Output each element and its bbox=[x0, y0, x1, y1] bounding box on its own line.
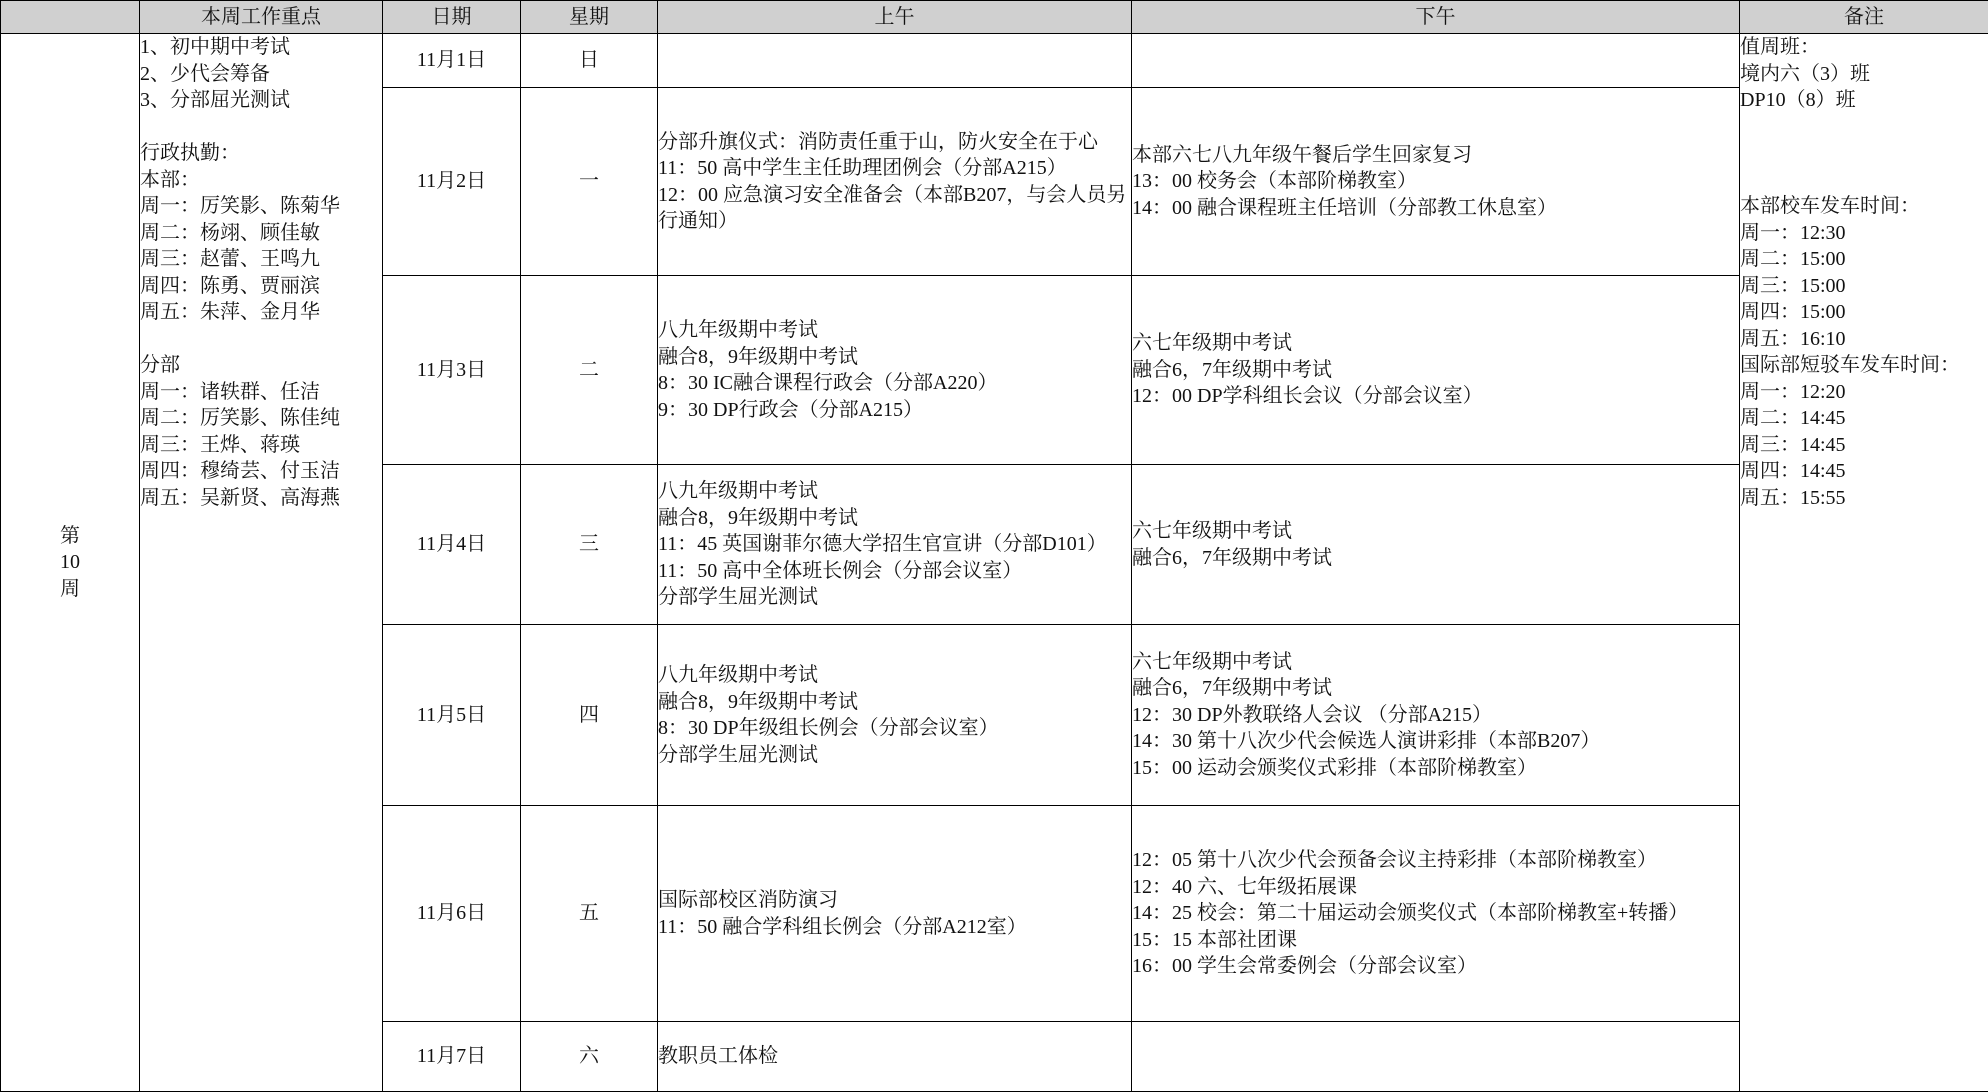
weekday-cell: 二 bbox=[521, 276, 658, 465]
header-row bbox=[1, 1, 1988, 34]
notes-line: 周一：12:20 bbox=[1740, 379, 1988, 406]
date-cell: 11月5日 bbox=[383, 625, 521, 806]
notes-line: 周五：15:55 bbox=[1740, 485, 1988, 512]
am-entry: 融合8，9年级期中考试 bbox=[658, 344, 1131, 371]
pm-entry: 16：00 学生会常委例会（分部会议室） bbox=[1132, 953, 1739, 980]
header-focus: 本周工作重点 bbox=[140, 1, 383, 34]
pm-entry: 融合6，7年级期中考试 bbox=[1132, 357, 1739, 384]
date-cell: 11月6日 bbox=[383, 806, 521, 1022]
notes-line: 周三：15:00 bbox=[1740, 273, 1988, 300]
header-am: 上午 bbox=[658, 1, 1132, 34]
weekday-cell: 三 bbox=[521, 465, 658, 625]
pm-entry: 六七年级期中考试 bbox=[1132, 649, 1739, 676]
pm-entry: 融合6，7年级期中考试 bbox=[1132, 675, 1739, 702]
am-cell bbox=[658, 88, 1132, 276]
am-entry: 11：50 高中学生主任助理团例会（分部A215） bbox=[658, 155, 1131, 182]
focus-line: 周三：王烨、蒋瑛 bbox=[140, 432, 382, 459]
week-label bbox=[1, 34, 140, 1092]
notes-line: 值周班： bbox=[1740, 34, 1988, 61]
am-entry: 11：45 英国谢菲尔德大学招生官宣讲（分部D101） bbox=[658, 531, 1131, 558]
pm-entry: 12：40 六、七年级拓展课 bbox=[1132, 874, 1739, 901]
focus-line: 分部 bbox=[140, 352, 382, 379]
am-entry: 12：00 应急演习安全准备会（本部B207，与会人员另行通知） bbox=[658, 182, 1131, 235]
focus-line: 本部： bbox=[140, 167, 382, 194]
pm-cell bbox=[1132, 465, 1740, 625]
focus-line: 1、初中期中考试 bbox=[140, 34, 382, 61]
pm-entry: 14：30 第十八次少代会候选人演讲彩排（本部B207） bbox=[1132, 728, 1739, 755]
weekday-cell: 日 bbox=[521, 34, 658, 88]
am-entry: 八九年级期中考试 bbox=[658, 478, 1131, 505]
notes-line: 周二：14:45 bbox=[1740, 405, 1988, 432]
am-entry: 教职员工体检 bbox=[658, 1043, 1131, 1070]
am-cell bbox=[658, 34, 1132, 88]
focus-line: 周五：吴新贤、高海燕 bbox=[140, 485, 382, 512]
pm-cell bbox=[1132, 88, 1740, 276]
week-label-line: 周 bbox=[1, 576, 139, 603]
focus-line: 2、少代会筹备 bbox=[140, 61, 382, 88]
weekday-cell: 五 bbox=[521, 806, 658, 1022]
date-cell: 11月7日 bbox=[383, 1022, 521, 1092]
am-cell bbox=[658, 1022, 1132, 1092]
focus-line: 周一：厉笑影、陈菊华 bbox=[140, 193, 382, 220]
week-label-line: 第 bbox=[1, 523, 139, 550]
pm-entry: 12：05 第十八次少代会预备会议主持彩排（本部阶梯教室） bbox=[1132, 847, 1739, 874]
notes-line: 周四：14:45 bbox=[1740, 458, 1988, 485]
pm-cell bbox=[1132, 34, 1740, 88]
notes-line: 周一：12:30 bbox=[1740, 220, 1988, 247]
am-cell bbox=[658, 465, 1132, 625]
pm-entry: 融合6，7年级期中考试 bbox=[1132, 545, 1739, 572]
header-pm: 下午 bbox=[1132, 1, 1740, 34]
pm-entry: 15：15 本部社团课 bbox=[1132, 927, 1739, 954]
notes-line: 周二：15:00 bbox=[1740, 246, 1988, 273]
pm-cell bbox=[1132, 806, 1740, 1022]
table-row bbox=[1, 34, 1988, 88]
notes-line: 周五：16:10 bbox=[1740, 326, 1988, 353]
date-cell: 11月3日 bbox=[383, 276, 521, 465]
pm-entry: 14：25 校会：第二十届运动会颁奖仪式（本部阶梯教室+转播） bbox=[1132, 900, 1739, 927]
notes-line: 本部校车发车时间： bbox=[1740, 193, 1988, 220]
focus-line: 周四：穆绮芸、付玉洁 bbox=[140, 458, 382, 485]
pm-entry: 12：00 DP学科组长会议（分部会议室） bbox=[1132, 383, 1739, 410]
focus-line: 周二：厉笑影、陈佳纯 bbox=[140, 405, 382, 432]
am-entry: 分部学生屈光测试 bbox=[658, 584, 1131, 611]
am-entry: 8：30 DP年级组长例会（分部会议室） bbox=[658, 715, 1131, 742]
am-entry: 融合8，9年级期中考试 bbox=[658, 689, 1131, 716]
focus-line: 周三：赵蕾、王鸣九 bbox=[140, 246, 382, 273]
focus-line: 周一：诸轶群、任洁 bbox=[140, 379, 382, 406]
pm-entry: 六七年级期中考试 bbox=[1132, 518, 1739, 545]
header-blank bbox=[1, 1, 140, 34]
date-cell: 11月4日 bbox=[383, 465, 521, 625]
am-entry: 国际部校区消防演习 bbox=[658, 887, 1131, 914]
pm-entry: 14：00 融合课程班主任培训（分部教工休息室） bbox=[1132, 195, 1739, 222]
notes-line: 周四：15:00 bbox=[1740, 299, 1988, 326]
am-entry: 分部升旗仪式：消防责任重于山，防火安全在于心 bbox=[658, 129, 1131, 156]
notes-line bbox=[1740, 114, 1988, 141]
weekday-cell: 四 bbox=[521, 625, 658, 806]
weekly-focus-cell bbox=[140, 34, 383, 1092]
am-entry: 八九年级期中考试 bbox=[658, 662, 1131, 689]
notes-line bbox=[1740, 140, 1988, 167]
weekday-cell: 六 bbox=[521, 1022, 658, 1092]
am-entry: 八九年级期中考试 bbox=[658, 317, 1131, 344]
am-entry: 融合8，9年级期中考试 bbox=[658, 505, 1131, 532]
header-notes: 备注 bbox=[1740, 1, 1988, 34]
focus-line: 周五：朱萍、金月华 bbox=[140, 299, 382, 326]
week-label-line: 10 bbox=[1, 549, 139, 576]
focus-line bbox=[140, 114, 382, 141]
weekday-cell: 一 bbox=[521, 88, 658, 276]
pm-cell bbox=[1132, 1022, 1740, 1092]
focus-line: 周四：陈勇、贾丽滨 bbox=[140, 273, 382, 300]
notes-cell bbox=[1740, 34, 1988, 1092]
notes-line: 国际部短驳车发车时间： bbox=[1740, 352, 1988, 379]
pm-entry: 15：00 运动会颁奖仪式彩排（本部阶梯教室） bbox=[1132, 755, 1739, 782]
am-cell bbox=[658, 806, 1132, 1022]
focus-line bbox=[140, 326, 382, 353]
pm-entry: 13：00 校务会（本部阶梯教室） bbox=[1132, 168, 1739, 195]
am-entry: 11：50 高中全体班长例会（分部会议室） bbox=[658, 558, 1131, 585]
pm-entry: 六七年级期中考试 bbox=[1132, 330, 1739, 357]
notes-line: 周三：14:45 bbox=[1740, 432, 1988, 459]
am-entry: 9：30 DP行政会（分部A215） bbox=[658, 397, 1131, 424]
focus-line: 周二：杨翊、顾佳敏 bbox=[140, 220, 382, 247]
am-entry: 11：50 融合学科组长例会（分部A212室） bbox=[658, 914, 1131, 941]
am-cell bbox=[658, 276, 1132, 465]
pm-entry: 12：30 DP外教联络人会议 （分部A215） bbox=[1132, 702, 1739, 729]
date-cell: 11月2日 bbox=[383, 88, 521, 276]
header-weekday: 星期 bbox=[521, 1, 658, 34]
am-cell bbox=[658, 625, 1132, 806]
notes-line bbox=[1740, 167, 1988, 194]
header-date: 日期 bbox=[383, 1, 521, 34]
am-entry: 分部学生屈光测试 bbox=[658, 742, 1131, 769]
notes-line: 境内六（3）班 bbox=[1740, 61, 1988, 88]
notes-line: DP10（8）班 bbox=[1740, 87, 1988, 114]
pm-cell bbox=[1132, 625, 1740, 806]
am-entry: 8：30 IC融合课程行政会（分部A220） bbox=[658, 370, 1131, 397]
pm-entry: 本部六七八九年级午餐后学生回家复习 bbox=[1132, 142, 1739, 169]
focus-line: 行政执勤： bbox=[140, 140, 382, 167]
pm-cell bbox=[1132, 276, 1740, 465]
date-cell: 11月1日 bbox=[383, 34, 521, 88]
focus-line: 3、分部屈光测试 bbox=[140, 87, 382, 114]
